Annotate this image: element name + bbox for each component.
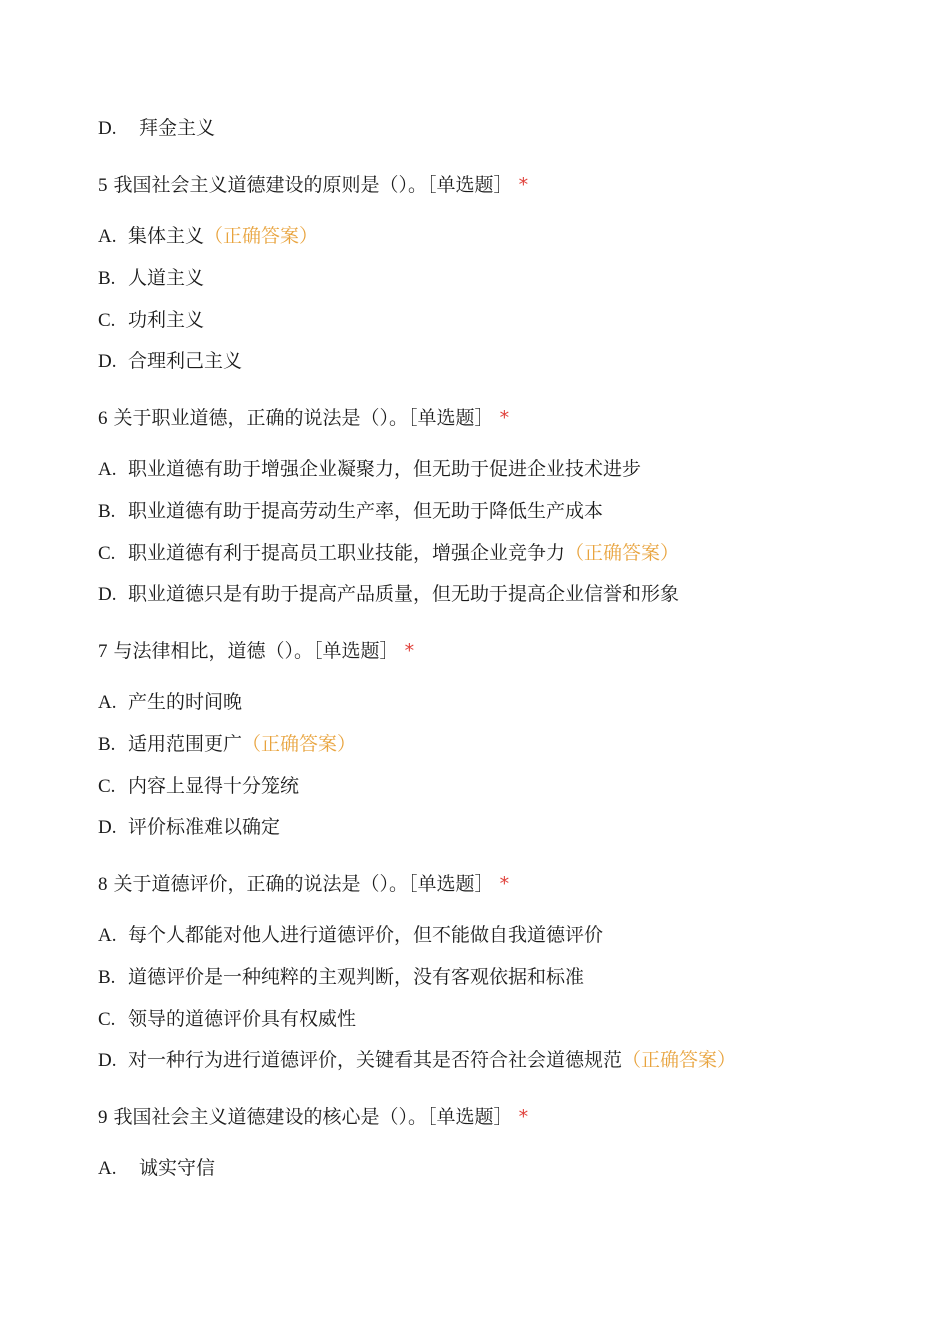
option-row (98, 731, 356, 758)
option-text: 职业道德有助于提高劳动生产率，但无助于降低生产成本 (128, 500, 604, 522)
option-letter: A. (98, 459, 117, 480)
question-6-title (98, 405, 509, 432)
option-row (98, 223, 318, 250)
option-letter: B. (98, 734, 116, 755)
question-5-title (98, 172, 528, 199)
required-mark: * (518, 174, 529, 196)
option-text: 内容上显得十分笼统 (128, 775, 300, 797)
option-text: 道德评价是一种纯粹的主观判断，没有客观依据和标准 (128, 966, 585, 988)
option-row (98, 307, 204, 334)
option-row (98, 1047, 736, 1074)
option-letter: A. (98, 226, 117, 247)
required-mark: * (518, 1106, 529, 1128)
option-text: 人道主义 (128, 267, 205, 289)
option-row (98, 348, 242, 375)
option-text: 领导的道德评价具有权威性 (128, 1008, 357, 1030)
question-9-title (98, 1104, 528, 1131)
option-letter: C. (98, 776, 116, 797)
option-letter: B. (98, 967, 116, 988)
option-row (98, 540, 679, 567)
option-text: 集体主义 (128, 225, 205, 247)
option-letter: A. (98, 692, 117, 713)
option-letter: C. (98, 543, 116, 564)
question-number: 8 (98, 874, 108, 895)
option-letter: D. (98, 817, 117, 838)
question-text: 我国社会主义道德建设的核心是（）。［单选题］ (113, 1106, 513, 1128)
required-mark: * (499, 407, 510, 429)
question-number: 6 (98, 408, 108, 429)
option-letter: C. (98, 1009, 116, 1030)
question-number: 9 (98, 1107, 108, 1128)
option-text: 产生的时间晚 (128, 691, 243, 713)
option-letter: A. (98, 1158, 117, 1179)
option-text: 评价标准难以确定 (128, 816, 281, 838)
correct-answer-tag: （正确答案） (565, 542, 680, 564)
option-text: 诚实守信 (139, 1157, 216, 1179)
option-row (98, 115, 215, 142)
question-number: 7 (98, 641, 108, 662)
question-text: 关于道德评价，正确的说法是（）。［单选题］ (113, 873, 494, 895)
question-text: 与法律相比，道德（）。［单选题］ (113, 640, 399, 662)
option-text: 对一种行为进行道德评价，关键看其是否符合社会道德规范 (128, 1049, 623, 1071)
question-text: 我国社会主义道德建设的原则是（）。［单选题］ (113, 174, 513, 196)
correct-answer-tag: （正确答案） (622, 1049, 737, 1071)
option-text: 职业道德只是有助于提高产品质量，但无助于提高企业信誉和形象 (128, 583, 680, 605)
correct-answer-tag: （正确答案） (242, 733, 357, 755)
option-letter: A. (98, 925, 117, 946)
option-letter: D. (98, 1050, 117, 1071)
option-row (98, 814, 280, 841)
question-8-title (98, 871, 509, 898)
required-mark: * (404, 640, 415, 662)
option-row (98, 498, 603, 525)
option-row (98, 581, 679, 608)
question-text: 关于职业道德，正确的说法是（）。［单选题］ (113, 407, 494, 429)
option-letter: B. (98, 501, 116, 522)
option-row (98, 922, 603, 949)
question-7-title (98, 638, 414, 665)
option-text: 功利主义 (128, 309, 205, 331)
option-letter: B. (98, 268, 116, 289)
option-row (98, 265, 204, 292)
option-text: 适用范围更广 (128, 733, 243, 755)
option-row (98, 1155, 215, 1182)
option-letter: D. (98, 351, 117, 372)
option-letter: D. (98, 118, 117, 139)
option-text: 职业道德有助于增强企业凝聚力，但无助于促进企业技术进步 (128, 458, 642, 480)
option-text: 合理利己主义 (128, 350, 243, 372)
option-row (98, 689, 242, 716)
option-text: 职业道德有利于提高员工职业技能，增强企业竞争力 (128, 542, 566, 564)
option-row (98, 964, 584, 991)
option-letter: C. (98, 310, 116, 331)
correct-answer-tag: （正确答案） (204, 225, 319, 247)
option-text: 拜金主义 (139, 117, 216, 139)
option-text: 每个人都能对他人进行道德评价，但不能做自我道德评价 (128, 924, 604, 946)
question-number: 5 (98, 175, 108, 196)
required-mark: * (499, 873, 510, 895)
option-row (98, 773, 299, 800)
option-row (98, 1006, 356, 1033)
option-row (98, 456, 641, 483)
option-letter: D. (98, 584, 117, 605)
